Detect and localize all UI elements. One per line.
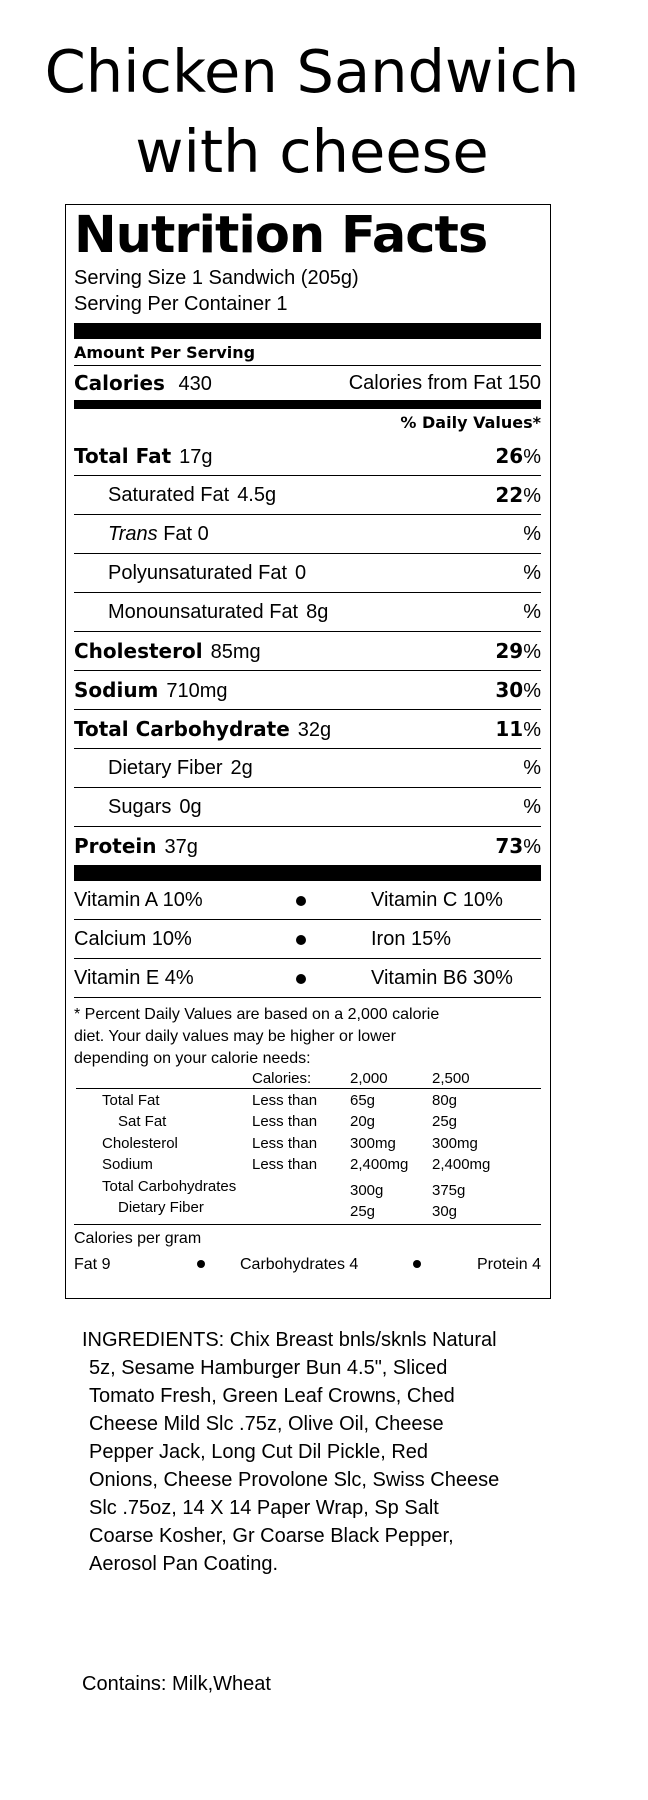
nutrient-row: [74, 475, 541, 514]
protein-per-gram: Protein 4: [476, 1256, 541, 1273]
calories-value: 430: [178, 373, 212, 395]
ingredients-line: 5z, Sesame Hamburger Bun 4.5", Sliced: [89, 1357, 448, 1379]
vitamin-right: Vitamin C 10%: [371, 889, 503, 911]
servings-per-container: Serving Per Container 1: [74, 293, 288, 315]
nutrient-amount: 37g: [164, 836, 198, 858]
bullet-icon: [413, 1260, 421, 1268]
nutrient-label: [74, 523, 209, 545]
nutrient-name: Fat 0: [163, 523, 209, 545]
percent-sign: %: [523, 523, 541, 545]
calories-per-gram-title: Calories per gram: [74, 1230, 202, 1247]
nutrient-label: [74, 601, 328, 623]
vitamin-right: Vitamin B6 30%: [371, 967, 513, 989]
nutrient-amount: 0: [295, 562, 307, 584]
percent-sign: %: [523, 485, 541, 507]
thick-divider: [74, 323, 541, 339]
vitamin-left: Vitamin E 4%: [74, 967, 194, 989]
nutrient-row: [74, 553, 541, 592]
daily-value-footnote: [74, 997, 541, 1224]
table-value-2000: 300mg: [350, 1135, 396, 1152]
vitamin-left: Vitamin A 10%: [74, 889, 203, 911]
table-value-2000: 20g: [350, 1113, 376, 1130]
nutrient-name: Saturated Fat: [108, 484, 230, 506]
table-value-2500: 25g: [432, 1113, 458, 1130]
daily-value-percent: [523, 593, 541, 631]
nutrient-row: [74, 670, 541, 709]
calories-row: [74, 366, 541, 400]
nutrient-name: Protein: [74, 834, 157, 858]
calories-per-gram: [74, 1224, 541, 1281]
nutrient-amount: 4.5g: [237, 484, 277, 506]
nutrient-name: Dietary Fiber: [108, 757, 223, 779]
daily-value-percent: [495, 632, 541, 671]
nutrient-list: [74, 437, 541, 865]
medium-divider: [74, 400, 541, 409]
thick-divider-vitamins: [74, 865, 541, 881]
table-value-2500: 30g: [432, 1203, 458, 1220]
calories-from-fat: Calories from Fat 150: [348, 372, 541, 394]
bullet-icon: [296, 974, 306, 984]
table-value-2000: 300g: [350, 1182, 384, 1199]
product-title-line-1: Chicken Sandwich: [44, 37, 580, 106]
daily-value-number: 22: [495, 483, 524, 507]
nutrient-row: [74, 514, 541, 553]
nutrient-row: [74, 709, 541, 748]
footnote-text: [74, 1004, 541, 1070]
nutrition-facts-label: [65, 204, 551, 1299]
nutrient-label: [74, 796, 202, 818]
nutrient-row: [74, 748, 541, 787]
table-qualifier: Less than: [252, 1156, 318, 1173]
table-header-2000: 2,000: [350, 1070, 388, 1087]
nutrient-label: [74, 719, 331, 741]
percent-sign: %: [523, 719, 541, 741]
table-qualifier: Less than: [252, 1113, 318, 1130]
nutrient-name: Sugars: [108, 796, 172, 818]
table-value-2500: 80g: [432, 1092, 458, 1109]
daily-value-number: 29: [495, 639, 524, 663]
nutrient-name: Total Carbohydrate: [74, 717, 290, 741]
nutrient-name: Cholesterol: [74, 639, 203, 663]
table-value-2000: 2,400mg: [350, 1156, 409, 1173]
nutrition-facts-heading: Nutrition Facts: [74, 206, 488, 265]
daily-value-percent: [523, 749, 541, 787]
daily-value-number: 26: [495, 444, 524, 468]
table-value-2000: 65g: [350, 1092, 376, 1109]
table-qualifier: Less than: [252, 1135, 318, 1152]
daily-values-header: % Daily Values*: [400, 413, 541, 432]
percent-sign: %: [523, 601, 541, 623]
nutrient-amount: 85mg: [210, 641, 261, 663]
ingredients-line: Onions, Cheese Provolone Slc, Swiss Cheese: [89, 1469, 500, 1491]
nutrient-label: [74, 836, 198, 858]
fat-per-gram: Fat 9: [74, 1256, 111, 1273]
daily-value-percent: [495, 437, 541, 476]
table-header-2500: 2,500: [432, 1070, 470, 1087]
calories-label: Calories: [74, 371, 165, 395]
footnote-line: depending on your calorie needs:: [74, 1050, 311, 1067]
percent-sign: %: [523, 836, 541, 858]
daily-value-percent: [523, 554, 541, 592]
footnote-line: * Percent Daily Values are based on a 2,000 calorie: [74, 1006, 440, 1023]
table-nutrient: Sodium: [102, 1156, 153, 1173]
nutrient-amount: 17g: [179, 446, 213, 468]
nutrient-row: [74, 437, 541, 475]
percent-sign: %: [523, 562, 541, 584]
daily-value-percent: [495, 671, 541, 710]
bullet-icon: [296, 935, 306, 945]
nutrient-label: [74, 680, 228, 702]
vitamin-row: [74, 958, 541, 997]
table-value-2500: 2,400mg: [432, 1156, 491, 1173]
nutrient-label: [74, 446, 213, 468]
percent-sign: %: [523, 796, 541, 818]
daily-value-percent: [495, 476, 541, 515]
nutrient-label-italic: Trans: [108, 523, 158, 545]
nutrient-label: [74, 484, 276, 506]
ingredients-line: INGREDIENTS: Chix Breast bnls/sknls Natural: [82, 1329, 497, 1351]
daily-value-percent: [495, 710, 541, 749]
carbs-per-gram: Carbohydrates 4: [240, 1256, 359, 1273]
percent-sign: %: [523, 757, 541, 779]
table-nutrient: Total Carbohydrates: [102, 1178, 237, 1195]
ingredients-line: Cheese Mild Slc .75z, Olive Oil, Cheese: [89, 1413, 444, 1435]
vitamin-row: [74, 919, 541, 958]
table-value-2500: 375g: [432, 1182, 466, 1199]
table-qualifier: Less than: [252, 1092, 318, 1109]
nutrient-amount: 32g: [297, 719, 332, 741]
nutrient-row: [74, 631, 541, 670]
vitamin-list: [74, 881, 541, 997]
table-value-2000: 25g: [350, 1203, 376, 1220]
nutrient-amount: 8g: [306, 601, 329, 623]
nutrient-row: [74, 826, 541, 865]
daily-value-percent: [523, 788, 541, 826]
percent-sign: %: [523, 680, 541, 702]
bullet-icon: [197, 1260, 205, 1268]
nutrient-amount: 2g: [230, 757, 253, 779]
nutrient-label: [74, 562, 306, 584]
percent-sign: %: [523, 446, 541, 468]
daily-value-number: 73: [495, 834, 524, 858]
daily-value-number: 11: [495, 717, 524, 741]
bullet-icon: [296, 896, 306, 906]
nutrient-name: Sodium: [74, 678, 159, 702]
ingredients-line: Aerosol Pan Coating.: [89, 1553, 279, 1575]
ingredients-line: Tomato Fresh, Green Leaf Crowns, Ched: [89, 1385, 455, 1407]
vitamin-row: [74, 881, 541, 919]
nutrient-name: Total Fat: [74, 444, 172, 468]
daily-value-table: [74, 1070, 541, 1224]
ingredients-line: Coarse Kosher, Gr Coarse Black Pepper,: [89, 1525, 454, 1547]
vitamin-left: Calcium 10%: [74, 928, 192, 950]
product-title: [0, 32, 624, 192]
table-nutrient: Cholesterol: [102, 1135, 178, 1152]
daily-value-percent: [523, 515, 541, 553]
serving-size: Serving Size 1 Sandwich (205g): [74, 267, 359, 289]
percent-sign: %: [523, 641, 541, 663]
nutrient-row: [74, 787, 541, 826]
daily-value-number: 30: [495, 678, 524, 702]
nutrient-amount: 0g: [179, 796, 202, 818]
nutrient-label: [74, 641, 261, 663]
nutrient-name: Polyunsaturated Fat: [108, 562, 287, 584]
nutrient-amount: 710mg: [166, 680, 228, 702]
ingredients: [82, 1326, 582, 1578]
allergen-statement: Contains: Milk,Wheat: [82, 1673, 271, 1695]
table-nutrient: Sat Fat: [118, 1113, 167, 1130]
product-title-line-2: with cheese: [135, 117, 489, 186]
footnote-line: diet. Your daily values may be higher or lower: [74, 1028, 396, 1045]
ingredients-line: Pepper Jack, Long Cut Dil Pickle, Red: [89, 1441, 429, 1463]
amount-per-serving: Amount Per Serving: [74, 343, 256, 362]
table-nutrient: Dietary Fiber: [118, 1199, 204, 1216]
table-value-2500: 300mg: [432, 1135, 478, 1152]
nutrient-label: [74, 757, 253, 779]
table-nutrient: Total Fat: [102, 1092, 160, 1109]
nutrient-row: [74, 592, 541, 631]
daily-value-percent: [495, 827, 541, 866]
ingredients-line: Slc .75oz, 14 X 14 Paper Wrap, Sp Salt: [89, 1497, 439, 1519]
table-header-label: Calories:: [252, 1070, 312, 1087]
nutrient-name: Monounsaturated Fat: [108, 601, 299, 623]
vitamin-right: Iron 15%: [371, 928, 452, 950]
